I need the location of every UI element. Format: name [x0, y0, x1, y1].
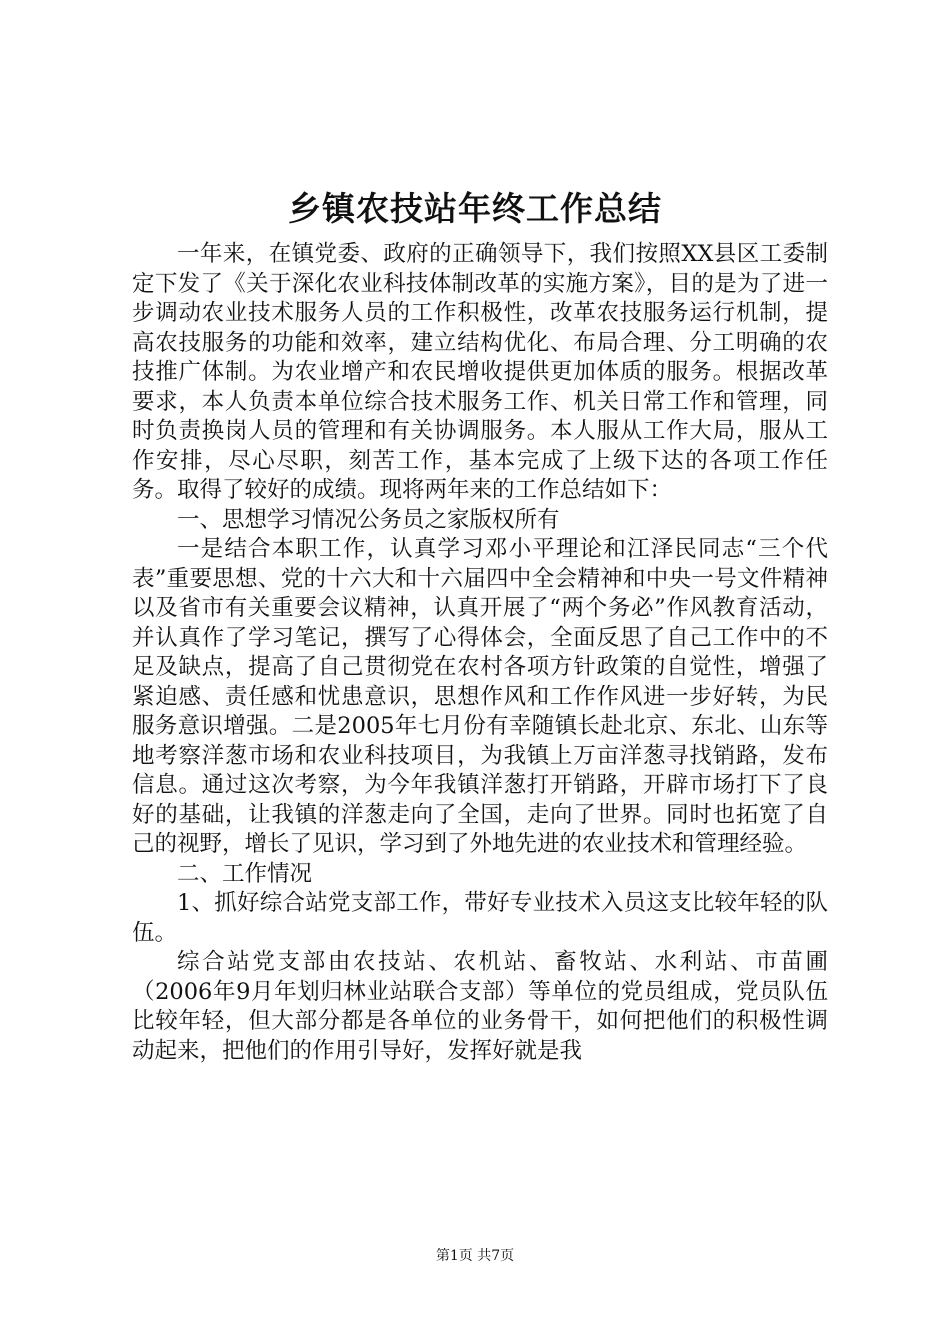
paragraph-work-item-1: 1、抓好综合站党支部工作，带好专业技术入员这支比较年轻的队伍。 — [132, 890, 828, 946]
section-heading-work: 二、工作情况 — [177, 860, 313, 887]
document-body — [132, 240, 828, 1066]
section-heading-thought-study: 一、思想学习情况公务员之家版权所有 — [177, 506, 560, 533]
page-footer: 第1页 共7页 — [435, 1248, 515, 1264]
paragraph-intro: 一年来，在镇党委、政府的正确领导下，我们按照XX县区工委制定下发了《关于深化农业科技体制改革的实施方案》，目的是为了进一步调动农业技术服务人员的工作积极性，改革农技服务运行机制，提高农技服务的功能和效率，建立结构优化、布局合理、分工明确的农技推广体制。为农业增产和农民增收提供更加体质的服务。根据改革要求，本人负责本单位综合技术服务工作、机关日常工作和管理，同时负责换岗人员的管理和有关协调服务。本人服从工作大局，服从工作安排，尽心尽职，刻苦工作，基本完成了上级下达的各项工作任务。取得了较好的成绩。现将两年来的工作总结如下： — [132, 241, 828, 503]
document-title: 乡镇农技站年终工作总结 — [288, 189, 662, 228]
paragraph-thought-study: 一是结合本职工作，认真学习邓小平理论和江泽民同志“三个代表”重要思想、党的十六大和十六届四中全会精神和中央一号文件精神以及省市有关重要会议精神，认真开展了“两个务必”作风教育活动，并认真作了学习笔记，撰写了心得体会，全面反思了自己工作中的不足及缺点，提高了自己贯彻党在农村各项方针政策的自觉性，增强了紧迫感、责任感和忧患意识，思想作风和工作作风进一步好转，为民服务意识增强。二是2005年七月份有幸随镇长赴北京、东北、山东等地考察洋葱市场和农业科技项目，为我镇上万亩洋葱寻找销路，发布信息。通过这次考察，为今年我镇洋葱打开销路，开辟市场打下了良好的基础，让我镇的洋葱走向了全国，走向了世界。同时也拓宽了自己的视野，增长了见识，学习到了外地先进的农业技术和管理经验。 — [132, 536, 828, 857]
paragraph-party-branch: 综合站党支部由农技站、农机站、畜牧站、水利站、市苗圃（2006年9月年划归林业站联合支部）等单位的党员组成，党员队伍比较年轻，但大部分都是各单位的业务骨干，如何把他们的积极性调动起来，把他们的作用引导好，发挥好就是我 — [132, 949, 828, 1064]
